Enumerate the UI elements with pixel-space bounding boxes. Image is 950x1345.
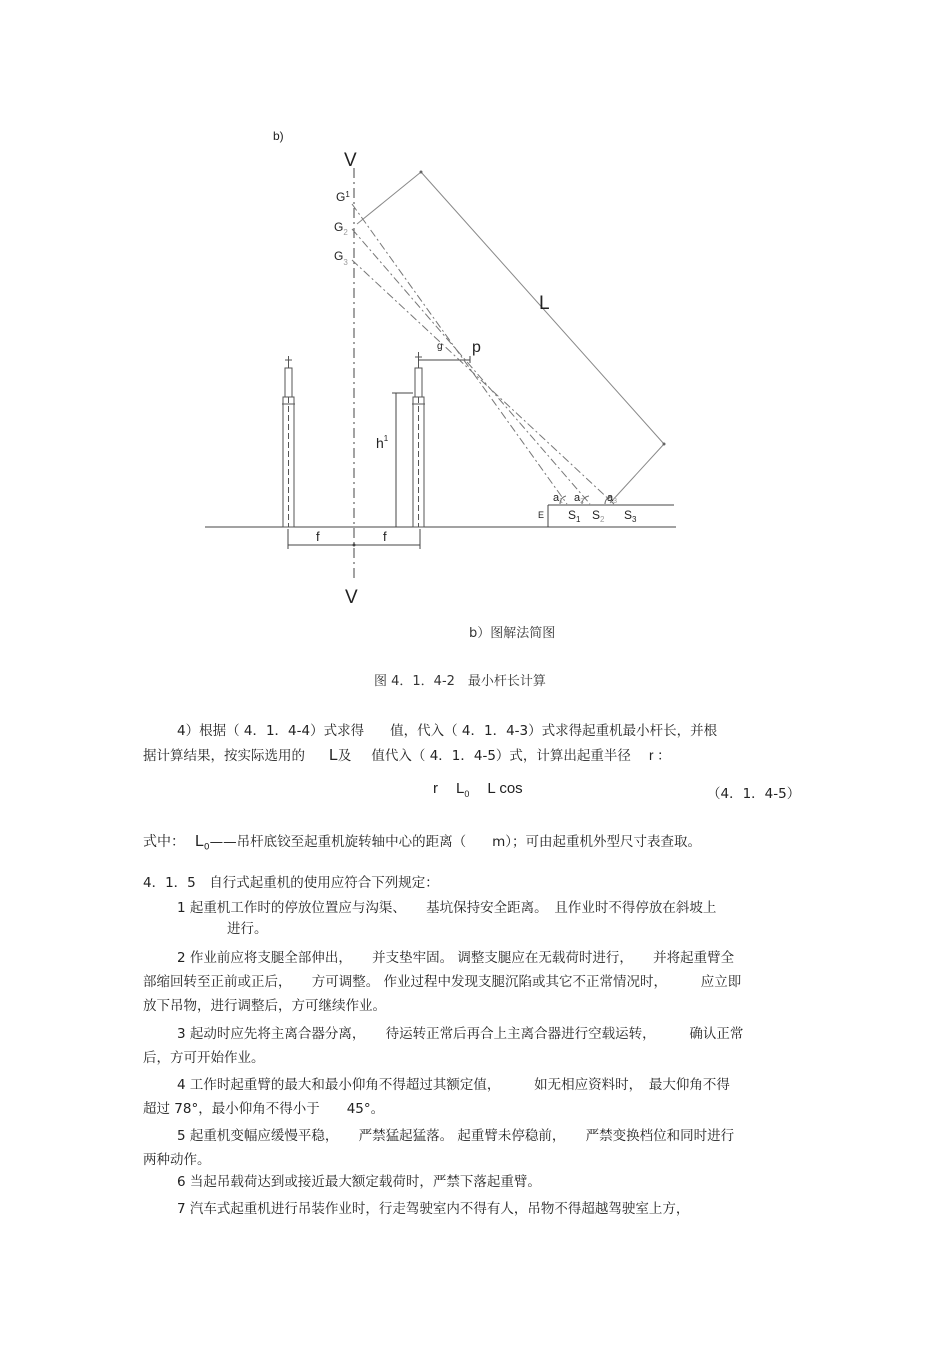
label-g2: $G_2$ xyxy=(334,220,348,237)
item-4-line-1: 4 工作时起重臂的最大和最小仰角不得超过其额定值， 如无相应资料时， 最大仰角不得 xyxy=(177,1077,730,1093)
axis-label-v-bottom: V xyxy=(345,587,358,608)
formula: r $L_0$ L cos xyxy=(433,780,523,799)
label-g: g xyxy=(437,341,443,352)
right-column xyxy=(412,352,425,527)
label-e: E xyxy=(538,510,545,520)
item-3-line-2: 后，方可开始作业。 xyxy=(143,1050,265,1066)
paragraph-4-line-2: 据计算结果，按实际选用的 L及 值代入（ 4．1．4-5）式，计算出起重半径 r ： xyxy=(143,747,671,764)
label-s3: $S_3$ xyxy=(624,508,637,524)
item-2-line-3: 放下吊物，进行调整后，方可继续作业。 xyxy=(143,998,386,1014)
axis-label-v-top: V xyxy=(344,150,357,171)
panel-label: b) xyxy=(273,129,284,143)
left-column xyxy=(282,356,295,527)
label-h1: $h^1$ xyxy=(376,434,389,451)
label-f-right: f xyxy=(383,529,387,544)
crane-diagram xyxy=(0,0,950,640)
item-2-line-2: 部缩回转至正前或正后， 方可调整。 作业过程中发现支腿沉陷或其它不正常情况时， 应立即 xyxy=(143,974,742,990)
label-l: L xyxy=(539,293,550,314)
formula-where: 式中： $L_0——$吊杆底铰至起重机旋转轴中心的距离（ m）；可由起重机外型尺寸表查取。 xyxy=(143,833,702,853)
sub-caption: b）图解法简图 xyxy=(469,626,556,641)
label-a1: a1 xyxy=(553,492,564,505)
paragraph-4-line-1: 4）根据（ 4．1．4-4）式求得 值，代入（ 4．1．4-3）式求得起重机最小杆长，并根 xyxy=(177,723,718,739)
item-3-line-1: 3 起动时应先将主离合器分离， 待运转正常后再合上主离合器进行空载运转， 确认正常 xyxy=(177,1026,744,1042)
item-1-line-2: 进行。 xyxy=(227,921,268,937)
boom-lines xyxy=(352,204,614,504)
label-g3: $G_3$ xyxy=(334,249,348,267)
figure-caption: 图 4．1．4-2 最小杆长计算 xyxy=(374,674,546,689)
item-5-line-1: 5 起重机变幅应缓慢平稳， 严禁猛起猛落。 起重臂未停稳前， 严禁变换档位和同时进行 xyxy=(177,1128,735,1144)
item-1-line-1: 1 起重机工作时的停放位置应与沟渠、 基坑保持安全距离。 且作业时不得停放在斜坡上 xyxy=(177,900,717,916)
label-p: p xyxy=(472,339,481,356)
label-a2: a2 xyxy=(574,492,585,505)
label-s1: $S_1$ xyxy=(568,508,581,524)
item-6-line-1: 6 当起吊载荷达到或接近最大额定载荷时，严禁下落起重臂。 xyxy=(177,1174,541,1190)
item-4-line-2: 超过 78°，最小仰角不得小于 45°。 xyxy=(143,1101,385,1117)
formula-number: （4．1．4-5） xyxy=(707,786,801,802)
item-5-line-2: 两种动作。 xyxy=(143,1152,211,1168)
label-f-left: f xyxy=(316,529,320,544)
item-7-line-1: 7 汽车式起重机进行吊装作业时，行走驾驶室内不得有人，吊物不得超越驾驶室上方， xyxy=(177,1201,690,1217)
section-heading: 4．1．5 自行式起重机的使用应符合下列规定： xyxy=(143,875,439,891)
label-s2: $S_2$ xyxy=(592,508,605,524)
label-g1: $G^1$ xyxy=(336,190,350,204)
label-a3: a3 xyxy=(607,492,618,505)
item-2-line-1: 2 作业前应将支腿全部伸出， 并支垫牢固。 调整支腿应在无载荷时进行， 并将起重臂全 xyxy=(177,950,735,966)
boom-length-dimension xyxy=(357,172,664,503)
